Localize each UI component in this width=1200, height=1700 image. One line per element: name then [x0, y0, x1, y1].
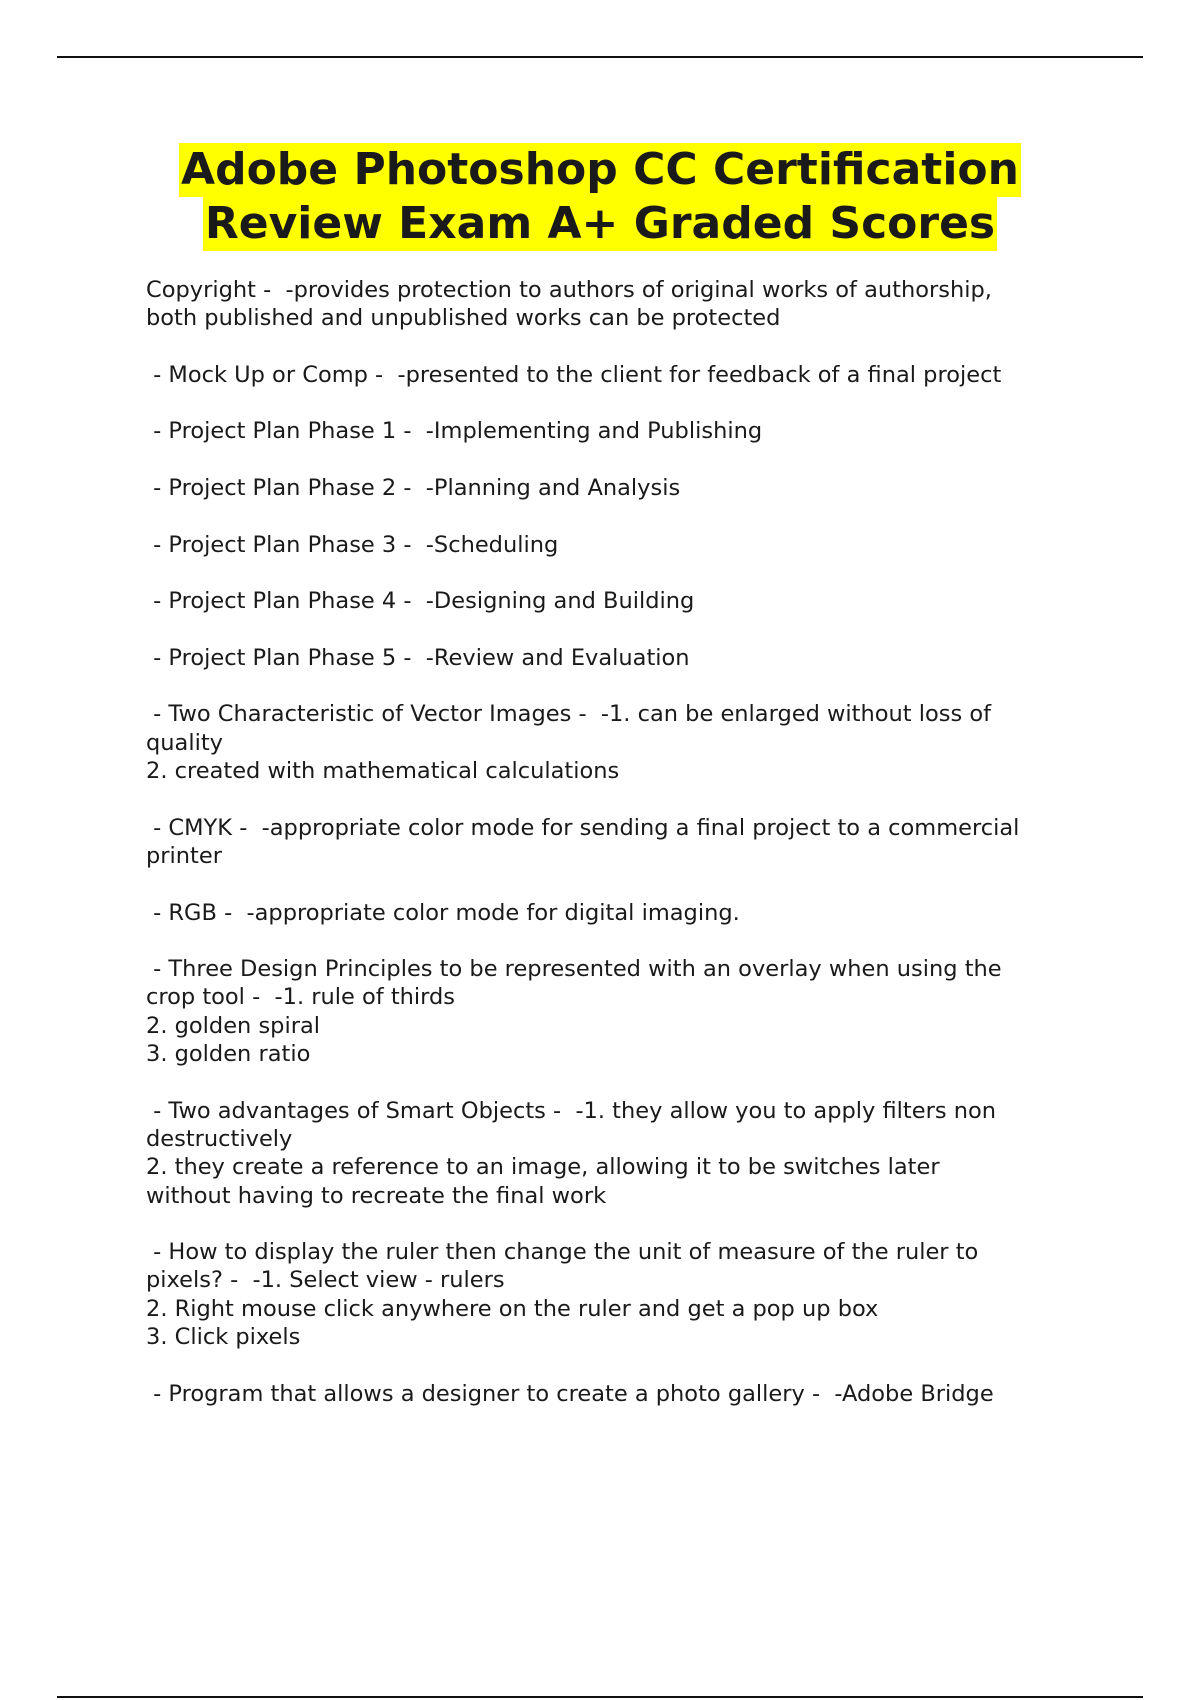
entry-line: pixels? - -1. Select view - rulers: [146, 1267, 505, 1294]
qa-entry: [146, 1097, 1106, 1210]
qa-entry: [146, 531, 1106, 559]
entry-line: destructively: [146, 1125, 293, 1152]
qa-entry: [146, 417, 1106, 445]
qa-entry: [146, 587, 1106, 615]
entry-line: - Program that allows a designer to create a photo gallery - -Adobe Bridge: [146, 1380, 994, 1407]
qa-entry: [146, 644, 1106, 672]
qa-entry: [146, 1238, 1106, 1351]
entry-line: printer: [146, 842, 222, 869]
title-line-1: Adobe Photoshop CC Certification: [181, 144, 1019, 195]
qa-entry: [146, 361, 1106, 389]
bottom-divider: [57, 1696, 1143, 1698]
entry-line: - Mock Up or Comp - -presented to the client for feedback of a final project: [146, 361, 1002, 388]
entry-line: - Project Plan Phase 3 - -Scheduling: [146, 531, 559, 558]
entry-line: - Project Plan Phase 5 - -Review and Evaluation: [146, 644, 690, 671]
page-title: [0, 143, 1200, 251]
entry-line: - Two Characteristic of Vector Images - -1. can be enlarged without loss of: [146, 701, 992, 728]
entry-line: - Project Plan Phase 2 - -Planning and Analysis: [146, 475, 681, 502]
entry-line: - Three Design Principles to be represented with an overlay when using the: [146, 956, 1002, 983]
entry-line: Copyright - -provides protection to authors of original works of authorship,: [146, 277, 992, 303]
entry-line: without having to recreate the final work: [146, 1182, 607, 1209]
entry-line: 2. they create a reference to an image, allowing it to be switches later: [146, 1154, 940, 1181]
entry-line: quality: [146, 729, 223, 756]
qa-entry: [146, 955, 1106, 1068]
entry-line: both published and unpublished works can be protected: [146, 305, 781, 332]
entry-line: 2. golden spiral: [146, 1012, 321, 1039]
qa-entry: [146, 700, 1106, 785]
entry-line: - Two advantages of Smart Objects - -1. they allow you to apply filters non: [146, 1097, 996, 1124]
qa-entry: [146, 899, 1106, 927]
entry-line: - Project Plan Phase 4 - -Designing and Building: [146, 588, 695, 615]
qa-entry: [146, 1380, 1106, 1408]
document-body: [146, 276, 1106, 1436]
entry-line: 2. Right mouse click anywhere on the ruler and get a pop up box: [146, 1295, 879, 1322]
entry-line: - RGB - -appropriate color mode for digital imaging.: [146, 899, 740, 926]
qa-entry: [146, 814, 1106, 871]
entry-line: 2. created with mathematical calculations: [146, 758, 620, 785]
entry-line: - CMYK - -appropriate color mode for sending a final project to a commercial: [146, 814, 1020, 841]
entry-line: - Project Plan Phase 1 - -Implementing and Publishing: [146, 418, 763, 445]
qa-entry: [146, 474, 1106, 502]
entry-line: - How to display the ruler then change the unit of measure of the ruler to: [146, 1239, 979, 1266]
entry-line: 3. golden ratio: [146, 1041, 311, 1068]
entry-line: 3. Click pixels: [146, 1323, 301, 1350]
top-divider: [57, 56, 1143, 58]
title-line-2: Review Exam A+ Graded Scores: [204, 198, 996, 249]
entry-line: crop tool - -1. rule of thirds: [146, 984, 456, 1011]
qa-entry: [146, 276, 1106, 333]
